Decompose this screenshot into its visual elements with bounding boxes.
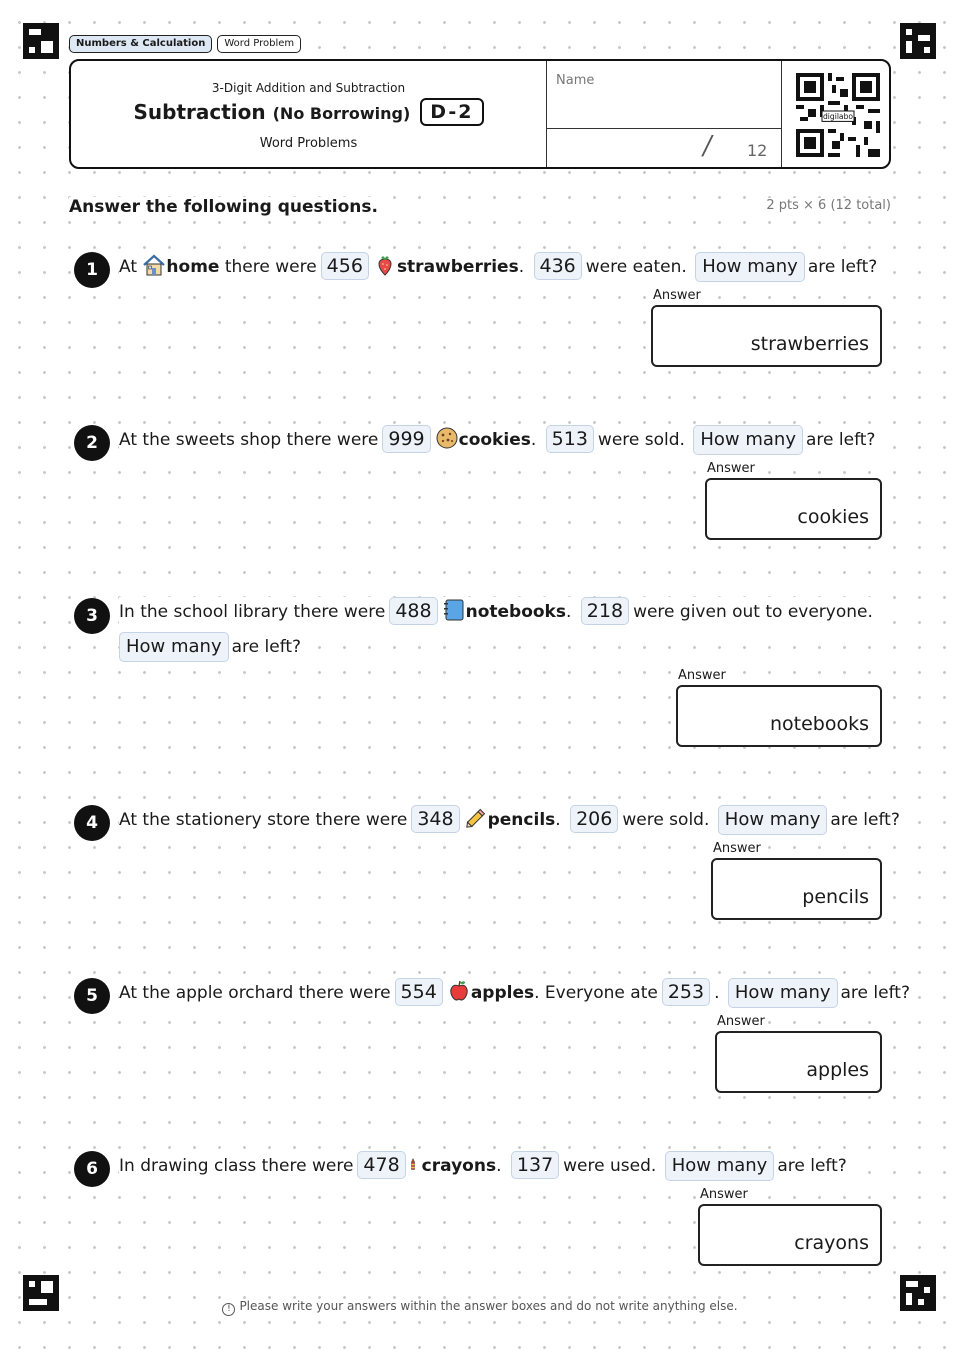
name-divider <box>547 128 781 129</box>
score-slash: / <box>700 131 715 161</box>
answer-label: Answer <box>678 668 726 683</box>
quantity-removed: 218 <box>581 597 629 625</box>
quantity-removed: 513 <box>546 425 594 453</box>
answer-label: Answer <box>707 461 755 476</box>
answer-box[interactable] <box>715 1031 882 1093</box>
worksheet-code: D-2 <box>420 98 483 126</box>
answer-unit: strawberries <box>750 333 869 355</box>
qr-code-icon <box>796 73 880 157</box>
question-number-badge: 4 <box>74 805 110 841</box>
answer-box[interactable] <box>705 478 882 540</box>
answer-label: Answer <box>717 1014 765 1029</box>
worksheet-subtitle: 3-Digit Addition and Subtraction <box>211 81 406 95</box>
quantity-start: 456 <box>321 252 369 280</box>
question-number-badge: 5 <box>74 978 110 1014</box>
points-info: 2 pts × 6 (12 total) <box>766 198 891 213</box>
quantity-start: 554 <box>395 978 443 1006</box>
quantity-removed: 253 <box>662 978 710 1006</box>
question-text: At home there were 456 strawberries. 436 were eaten. How many are left? <box>119 252 877 282</box>
quantity-removed: 137 <box>511 1151 559 1179</box>
quantity-removed: 206 <box>570 805 618 833</box>
instructions: Answer the following questions. <box>69 197 381 217</box>
category-tags <box>69 35 301 53</box>
answer-box[interactable] <box>711 858 882 920</box>
strawberry-icon <box>373 253 397 277</box>
how-many-highlight: How many <box>695 252 805 282</box>
tag-word-problem: Word Problem <box>217 35 301 53</box>
answer-label: Answer <box>653 288 701 303</box>
cookie-icon <box>435 426 459 450</box>
quantity-start: 488 <box>389 597 437 625</box>
quantity-start: 999 <box>382 425 430 453</box>
title-panel <box>71 61 547 167</box>
answer-box[interactable] <box>651 305 882 367</box>
worksheet-section: Word Problems <box>259 136 358 151</box>
answer-box[interactable] <box>698 1204 882 1266</box>
worksheet-header <box>69 59 891 169</box>
qr-label: digilabo <box>822 112 854 121</box>
question-number-badge: 6 <box>74 1151 110 1187</box>
pencil-icon <box>464 806 488 830</box>
qr-panel <box>782 61 889 167</box>
footer-note: ! Please write your answers within the answer boxes and do not write anything else. <box>0 1299 960 1316</box>
quantity-start: 478 <box>357 1151 405 1179</box>
question-text: At the sweets shop there were 999 cookies. 513 were sold. How many are left? <box>119 425 875 455</box>
question-text: At the stationery store there were 348 pencils. 206 were sold. How many are left? <box>119 805 900 835</box>
score-total: 12 <box>747 141 768 160</box>
how-many-highlight: How many <box>119 632 229 662</box>
house-icon <box>142 253 166 277</box>
name-score-panel <box>547 61 782 167</box>
tag-numbers-calculation: Numbers & Calculation <box>69 35 212 53</box>
answer-unit: apples <box>806 1059 869 1081</box>
question-number-badge: 3 <box>74 598 110 634</box>
worksheet-title: Subtraction (No Borrowing) <box>133 100 411 124</box>
question-text: In the school library there were 488 notebooks. 218 were given out to everyone. <box>119 597 873 627</box>
info-icon: ! <box>222 1303 235 1316</box>
answer-unit: cookies <box>797 506 869 528</box>
corner-marker-top-left <box>23 23 59 59</box>
question-number-badge: 2 <box>74 425 110 461</box>
crayon-icon <box>410 1152 422 1176</box>
answer-label: Answer <box>700 1187 748 1202</box>
how-many-highlight: How many <box>718 805 828 835</box>
how-many-highlight: How many <box>693 425 803 455</box>
answer-label: Answer <box>713 841 761 856</box>
question-text: At the apple orchard there were 554 apples. Everyone ate 253 . How many are left? <box>119 978 910 1008</box>
corner-marker-top-right <box>900 23 936 59</box>
apple-icon <box>447 979 471 1003</box>
how-many-highlight: How many <box>728 978 838 1008</box>
name-label: Name <box>556 73 595 88</box>
question-text-line-2: How many are left? <box>119 632 301 662</box>
quantity-removed: 436 <box>534 252 582 280</box>
answer-unit: notebooks <box>769 713 869 735</box>
answer-box[interactable] <box>676 685 882 747</box>
answer-unit: crayons <box>794 1232 869 1254</box>
question-number-badge: 1 <box>74 252 110 288</box>
notebook-icon <box>442 598 466 622</box>
question-text: In drawing class there were 478 crayons. 137 were used. How many are left? <box>119 1151 847 1181</box>
answer-unit: pencils <box>802 886 869 908</box>
quantity-start: 348 <box>411 805 459 833</box>
how-many-highlight: How many <box>665 1151 775 1181</box>
